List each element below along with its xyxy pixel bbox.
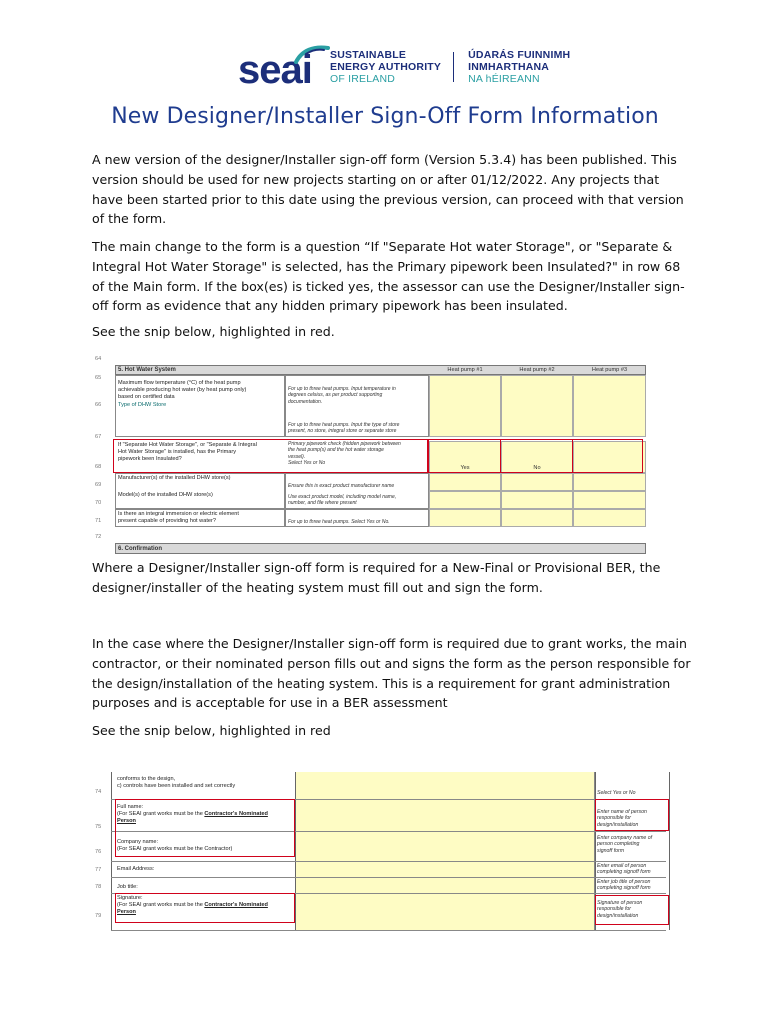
grid-line [111, 877, 666, 878]
row-number: 70 [95, 500, 102, 506]
row-74-label: conforms to the design, c) controls have been installed and set correctly [117, 776, 236, 790]
heat-pump-2-header: Heat pump #2 [519, 367, 555, 373]
main-change-paragraph: The main change to the form is a question “If "Separate Hot water Storage", or "Separate & Integral Hot Water Storage" is selected, has the Primary pipework been Insulated?" in row 68 of the Main form. If the box(es) is ticked yes, the assessor can use the Designer/Installer sign-off form as evidence that any hidden primary pipework has been insulated. [92, 239, 685, 314]
row-68-label: If "Separate Hot Water Storage", or "Separate & Integral Hot Water Storage" is installed, has the Primary pipework been Insulated? [118, 442, 257, 463]
new-final-paragraph: Where a Designer/Installer sign-off form is required for a New-Final or Provisional BER, the designer/installer of the heating system must fill out and sign the form. [92, 560, 661, 595]
row-76-label: Company name: (For SEAI grant works must be the Contractor) [117, 839, 233, 853]
row-66-note: For up to three heat pumps. Input temperature in degrees celsius, as per product supporting documentation. [288, 386, 396, 405]
form-snippet-hot-water [93, 354, 646, 555]
input-cell-hp3[interactable] [573, 509, 646, 527]
section-header-confirmation: 6. Confirmation [115, 543, 646, 554]
intro-paragraph: A new version of the designer/Installer sign-off form (Version 5.3.4) has been published. This version should be used for new projects starting on or after 01/12/2022. Any projects that have been started prior to this date using the previous version, can proceed with that version of the form. [92, 152, 684, 227]
grid-line [111, 930, 666, 931]
heat-pump-1-header: Heat pump #1 [447, 367, 483, 373]
row-76-note: Enter company name of person completing signoff form [597, 835, 653, 854]
logo-english-name: SUSTAINABLE ENERGY AUTHORITY OF IRELAND [330, 49, 442, 85]
row-75-note: Enter name of person responsible for design/installation [597, 809, 647, 828]
row-number: 69 [95, 482, 102, 488]
input-cell-hp1[interactable] [429, 473, 501, 491]
row-number: 72 [95, 534, 102, 540]
seai-wordmark: seai [238, 44, 328, 90]
row-71-label: Is there an integral immersion or electric element present capable of providing hot water? [118, 511, 239, 525]
row-number: 74 [95, 789, 102, 795]
heat-pump-3-header: Heat pump #3 [591, 367, 628, 373]
grid-line [111, 772, 112, 930]
hp1-value: Yes [460, 465, 470, 471]
input-column[interactable] [295, 772, 595, 930]
input-cell-hp2[interactable] [501, 375, 573, 437]
page-title: New Designer/Installer Sign-Off Form Information [111, 104, 659, 129]
highlight-question [113, 439, 429, 473]
row-number: 64 [95, 356, 102, 362]
input-cell-hp3[interactable] [573, 375, 646, 437]
input-cell-hp1[interactable] [429, 509, 501, 527]
highlight-signature-note [595, 895, 669, 925]
row-77-label: Email Address: [117, 866, 155, 872]
input-cell-hp2[interactable] [501, 509, 573, 527]
row-78-note: Enter job title of person completing signoff form [597, 879, 651, 892]
snip-caption-2: See the snip below, highlighted in red [92, 723, 331, 738]
snip-caption-1: See the snip below, highlighted in red. [92, 324, 335, 339]
section-header-hot-water: 5. Hot Water System [115, 365, 646, 375]
row-number: 76 [95, 849, 102, 855]
form-snippet-signoff [93, 768, 673, 932]
grant-works-paragraph: In the case where the Designer/Installer sign-off form is required due to grant works, the main contractor, or their nominated person fills out and signs the form as the person responsible for the design/installation of the heating system. This is a requirement for grant administration purposes and is acceptable for use in a BER assessment [92, 636, 691, 711]
row-70-label: Model(s) of the installed DHW store(s) [118, 492, 213, 498]
row-78-label: Job title: [117, 884, 138, 890]
seai-logo [238, 42, 570, 92]
row-number: 66 [95, 402, 102, 408]
highlight-name-company [115, 799, 295, 857]
input-cell-hp2[interactable] [501, 473, 573, 491]
grid-line [295, 772, 296, 930]
row-number: 77 [95, 867, 102, 873]
input-cell-hp3[interactable] [573, 473, 646, 491]
row-70-note: Use exact product model, including model name, number, and file where present [288, 494, 397, 507]
row-number: 68 [95, 464, 102, 470]
grid-line [111, 861, 666, 862]
row-68-note: Primary pipework check (hidden pipework between the heat pump(s) and the hot water storage vessel). Select Yes or No [288, 441, 401, 467]
row-79-note: Signature of person responsible for design/installation [597, 900, 643, 919]
input-cell-hp1[interactable] [429, 491, 501, 509]
logo-arc-icon [294, 44, 330, 64]
row-79-label: Signature: (For SEAI grant works must be the Contractor's Nominated Person [117, 895, 268, 916]
grid-line [669, 772, 670, 930]
logo-irish-name: ÚDARÁS FUINNIMH INMHARTHANA NA hÉIREANN [468, 49, 571, 85]
row-75-label: Full name: (For SEAI grant works must be the Contractor's Nominated Person [117, 804, 268, 825]
row-69-note: Ensure this is exact product manufacturer name [288, 483, 395, 489]
row-number: 71 [95, 518, 102, 524]
input-cell-hp1[interactable] [429, 375, 501, 437]
row-number: 67 [95, 434, 102, 440]
row-number: 78 [95, 884, 102, 890]
row-74-note: Select Yes or No [597, 790, 636, 796]
highlight-divider [572, 439, 573, 473]
input-cell-hp2[interactable] [501, 491, 573, 509]
input-cell-hp3[interactable] [573, 491, 646, 509]
row-number: 65 [95, 375, 102, 381]
highlight-answers [427, 439, 643, 473]
row-77-note: Enter email of person completing signoff form [597, 863, 651, 876]
highlight-name-note [595, 799, 669, 831]
logo-divider [453, 52, 454, 82]
row-69-label: Manufacturer(s) of the installed DHW store(s) [118, 475, 231, 481]
hp2-value: No [533, 465, 541, 471]
row-66-label: Maximum flow temperature (°C) of the heat pump achievable producing hot water (by heat pump only) based on certified data Type of DHW Store [118, 380, 247, 408]
row-67-note: For up to three heat pumps. Input the type of store present, no store, integral store or separate store [288, 422, 400, 435]
row-number: 75 [95, 824, 102, 830]
highlight-signature [115, 893, 295, 923]
row-71-note: For up to three heat pumps. Select Yes or No. [288, 519, 390, 525]
highlight-divider [500, 439, 501, 473]
row-number: 79 [95, 913, 102, 919]
